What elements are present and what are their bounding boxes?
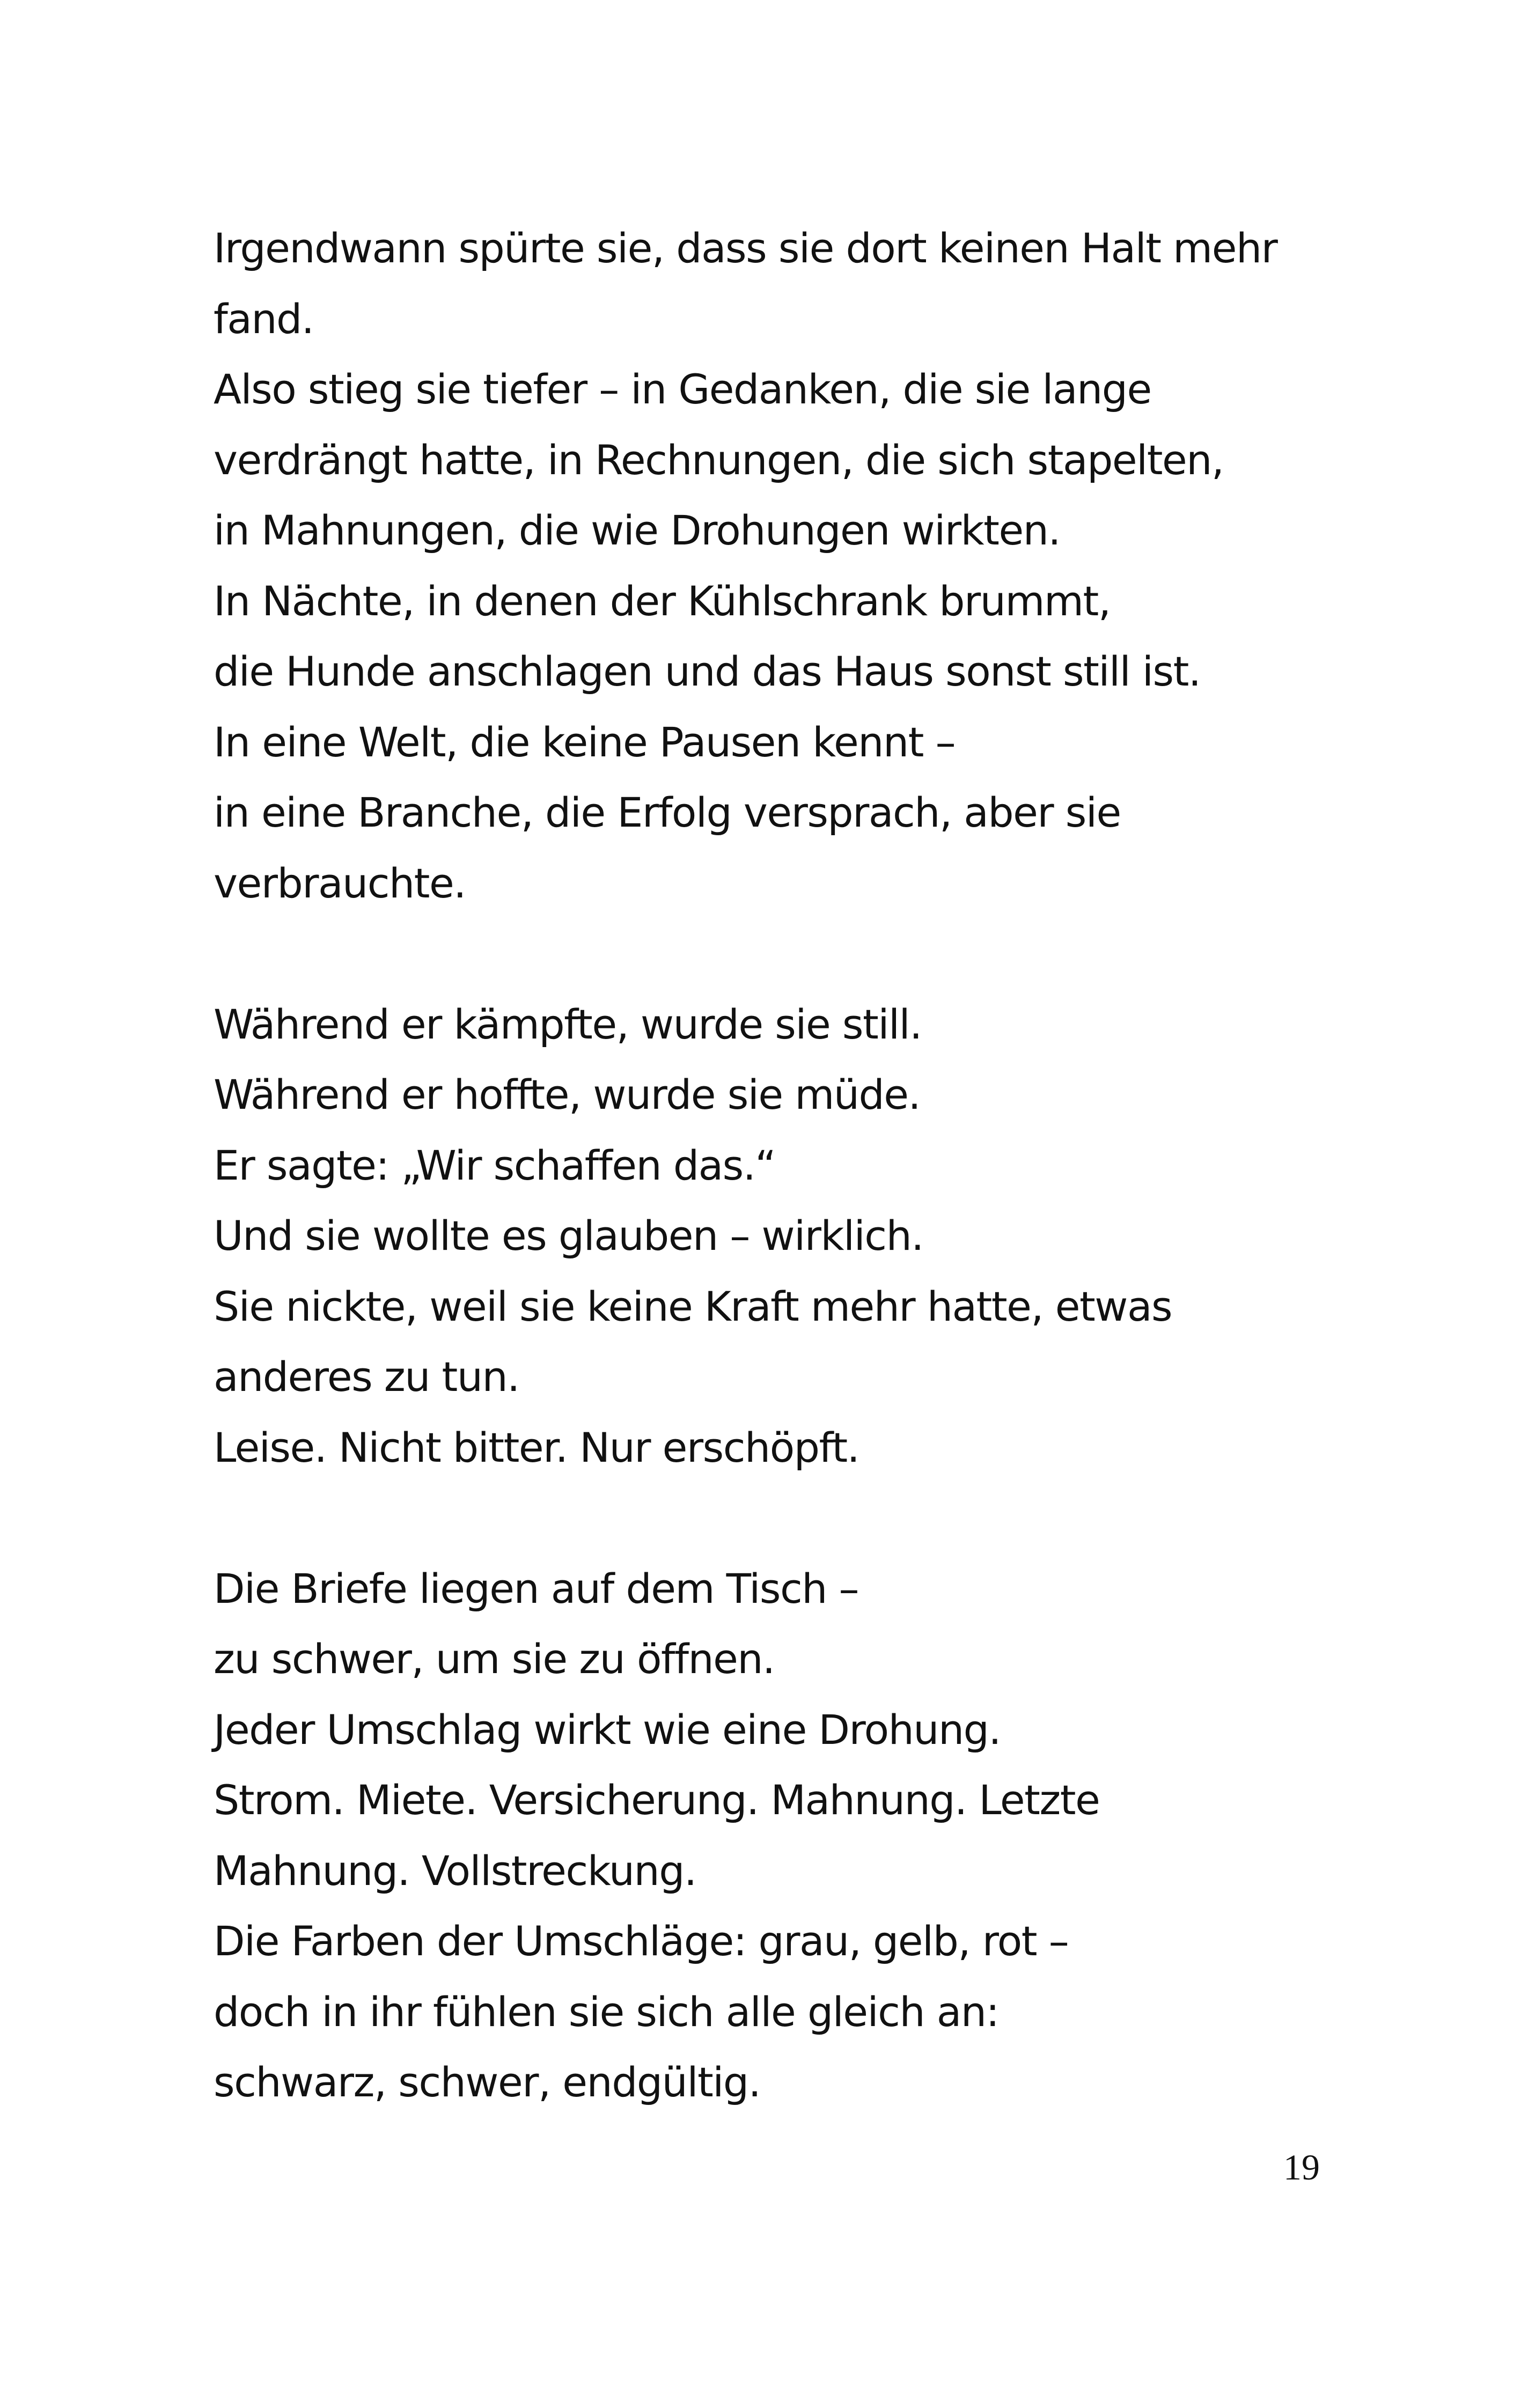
stanza-2 [214, 989, 1340, 1483]
poem-line: Die Farben der Umschläge: grau, gelb, rot – [214, 1917, 1069, 1965]
page-number: 19 [1283, 2147, 1320, 2188]
poem-line: zu schwer, um sie zu öffnen. [214, 1635, 775, 1683]
poem-line: Sie nickte, weil sie keine Kraft mehr hatte, etwas [214, 1282, 1172, 1330]
poem-line: verbrauchte. [214, 859, 466, 907]
poem-line: Während er kämpfte, wurde sie still. [214, 1000, 922, 1048]
poem-line: In eine Welt, die keine Pausen kennt – [214, 718, 956, 766]
poem-line: Er sagte: „Wir schaffen das.“ [214, 1141, 776, 1189]
poem-line: Die Briefe liegen auf dem Tisch – [214, 1564, 859, 1612]
poem-body [214, 213, 1340, 2118]
poem-line: Jeder Umschlag wirkt wie eine Drohung. [214, 1705, 1001, 1754]
poem-line: anderes zu tun. [214, 1353, 519, 1401]
poem-line: Während er hoffte, wurde sie müde. [214, 1071, 921, 1118]
poem-line: Strom. Miete. Versicherung. Mahnung. Letzte [214, 1776, 1100, 1824]
poem-line: in Mahnungen, die wie Drohungen wirkten. [214, 506, 1061, 554]
stanza-1 [214, 213, 1340, 918]
poem-line: Leise. Nicht bitter. Nur erschöpft. [214, 1423, 859, 1471]
poem-line: Und sie wollte es glauben – wirklich. [214, 1212, 923, 1260]
poem-line: die Hunde anschlagen und das Haus sonst still ist. [214, 647, 1201, 695]
poem-line: Irgendwann spürte sie, dass sie dort keinen Halt mehr [214, 224, 1277, 272]
poem-line: verdrängt hatte, in Rechnungen, die sich stapelten, [214, 436, 1224, 484]
poem-line: In Nächte, in denen der Kühlschrank brummt, [214, 577, 1111, 625]
poem-line: schwarz, schwer, endgültig. [214, 2058, 761, 2106]
poem-line: in eine Branche, die Erfolg versprach, aber sie [214, 789, 1121, 836]
poem-line: doch in ihr fühlen sie sich alle gleich an: [214, 1987, 999, 2036]
poem-line: Mahnung. Vollstreckung. [214, 1846, 696, 1895]
poem-line: fand. [214, 294, 314, 343]
stanza-3 [214, 1553, 1340, 2118]
poem-line: Also stieg sie tiefer – in Gedanken, die sie lange [214, 365, 1151, 413]
